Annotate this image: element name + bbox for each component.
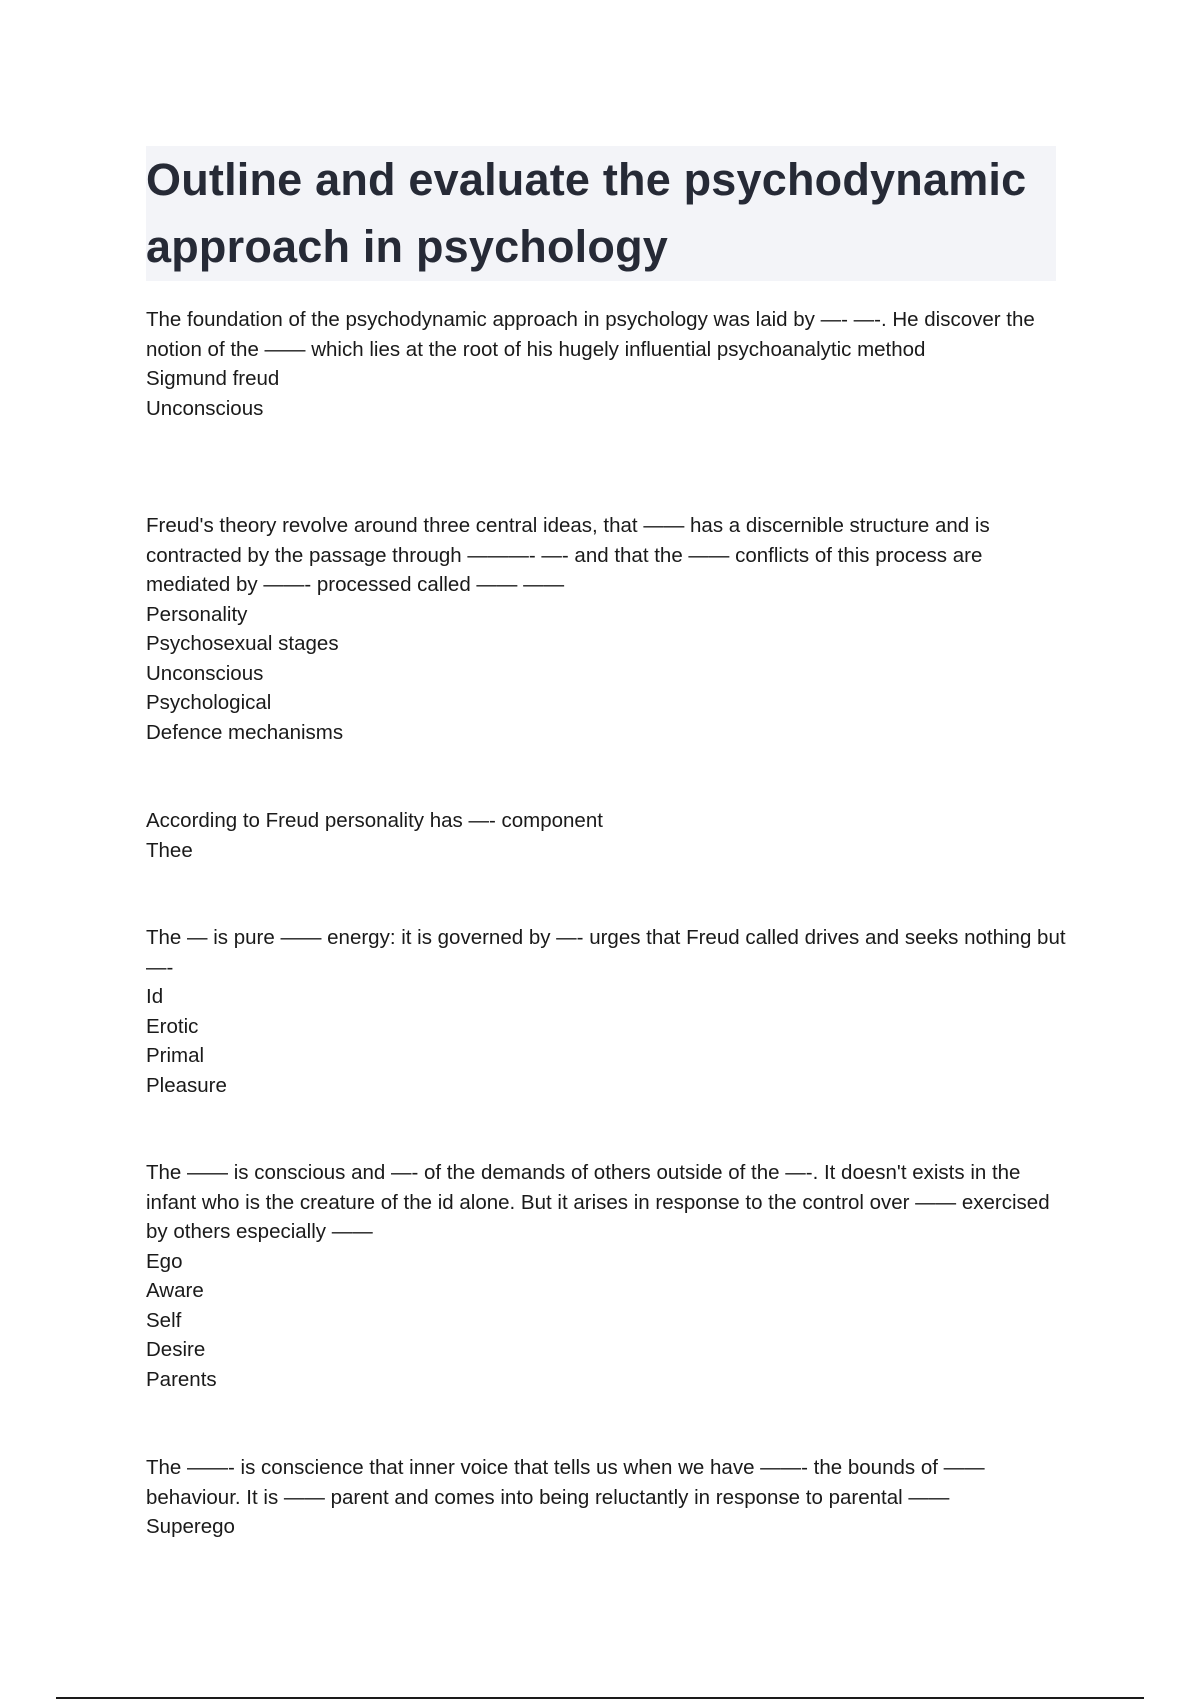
question-text: The foundation of the psychodynamic approach in psychology was laid by —- —-. He discover the notion of the —— which lies at the root of his hugely influential psychoanalytic method xyxy=(146,308,1035,361)
answer-item: Ego xyxy=(146,1249,183,1273)
answer-item: Parents xyxy=(146,1367,217,1391)
answer-item: Unconscious xyxy=(146,396,264,420)
flashcard-3 xyxy=(146,806,1066,865)
answer-item: Psychological xyxy=(146,691,272,714)
answer-item: Self xyxy=(146,1308,182,1332)
answer-item: Superego xyxy=(146,1515,235,1538)
answer-item: Aware xyxy=(146,1279,204,1302)
answer-list xyxy=(146,1247,1066,1395)
answer-list xyxy=(146,1512,1066,1542)
page-title: Outline and evaluate the psychodynamic approach in psychology xyxy=(146,154,1027,272)
answer-list xyxy=(146,600,1066,748)
answer-item: Defence mechanisms xyxy=(146,720,344,744)
question-text: The ——- is conscience that inner voice that tells us when we have ——- the bounds of —— behaviour. It is —— parent and comes into being reluctantly in response to parental —— xyxy=(146,1456,985,1509)
question-text: The —— is conscious and —- of the demands of others outside of the —-. It doesn't exists in the infant who is the creature of the id alone. But it arises in response to the control over —— exercised by others especially —— xyxy=(146,1161,1050,1243)
footer-divider xyxy=(56,1697,1144,1699)
answer-item: Psychosexual stages xyxy=(146,632,339,655)
title-banner xyxy=(146,146,1056,281)
answer-list xyxy=(146,364,1066,423)
flashcard-4 xyxy=(146,923,1066,1100)
answer-item: Erotic xyxy=(146,1014,199,1038)
question-text: According to Freud personality has —- component xyxy=(146,809,603,832)
answer-item: Unconscious xyxy=(146,661,264,685)
answer-item: Primal xyxy=(146,1044,205,1067)
answer-list xyxy=(146,836,1066,866)
flashcard-5 xyxy=(146,1158,1066,1394)
answer-item: Id xyxy=(146,985,164,1008)
answer-item: Sigmund freud xyxy=(146,367,280,390)
answer-item: Personality xyxy=(146,602,248,626)
answer-list xyxy=(146,982,1066,1100)
question-text: The — is pure —— energy: it is governed by —- urges that Freud called drives and seeks nothing but —- xyxy=(146,926,1066,979)
answer-item: Desire xyxy=(146,1338,206,1361)
flashcard-1 xyxy=(146,305,1066,423)
flashcard-6 xyxy=(146,1453,1066,1542)
flashcard-2 xyxy=(146,511,1066,747)
question-text: Freud's theory revolve around three central ideas, that —— has a discernible structure and is contracted by the passage through ———- —- and that the —— conflicts of this process are mediated by ——- processed called —— —— xyxy=(146,514,990,596)
answer-item: Pleasure xyxy=(146,1073,227,1097)
answer-item: Thee xyxy=(146,838,193,862)
